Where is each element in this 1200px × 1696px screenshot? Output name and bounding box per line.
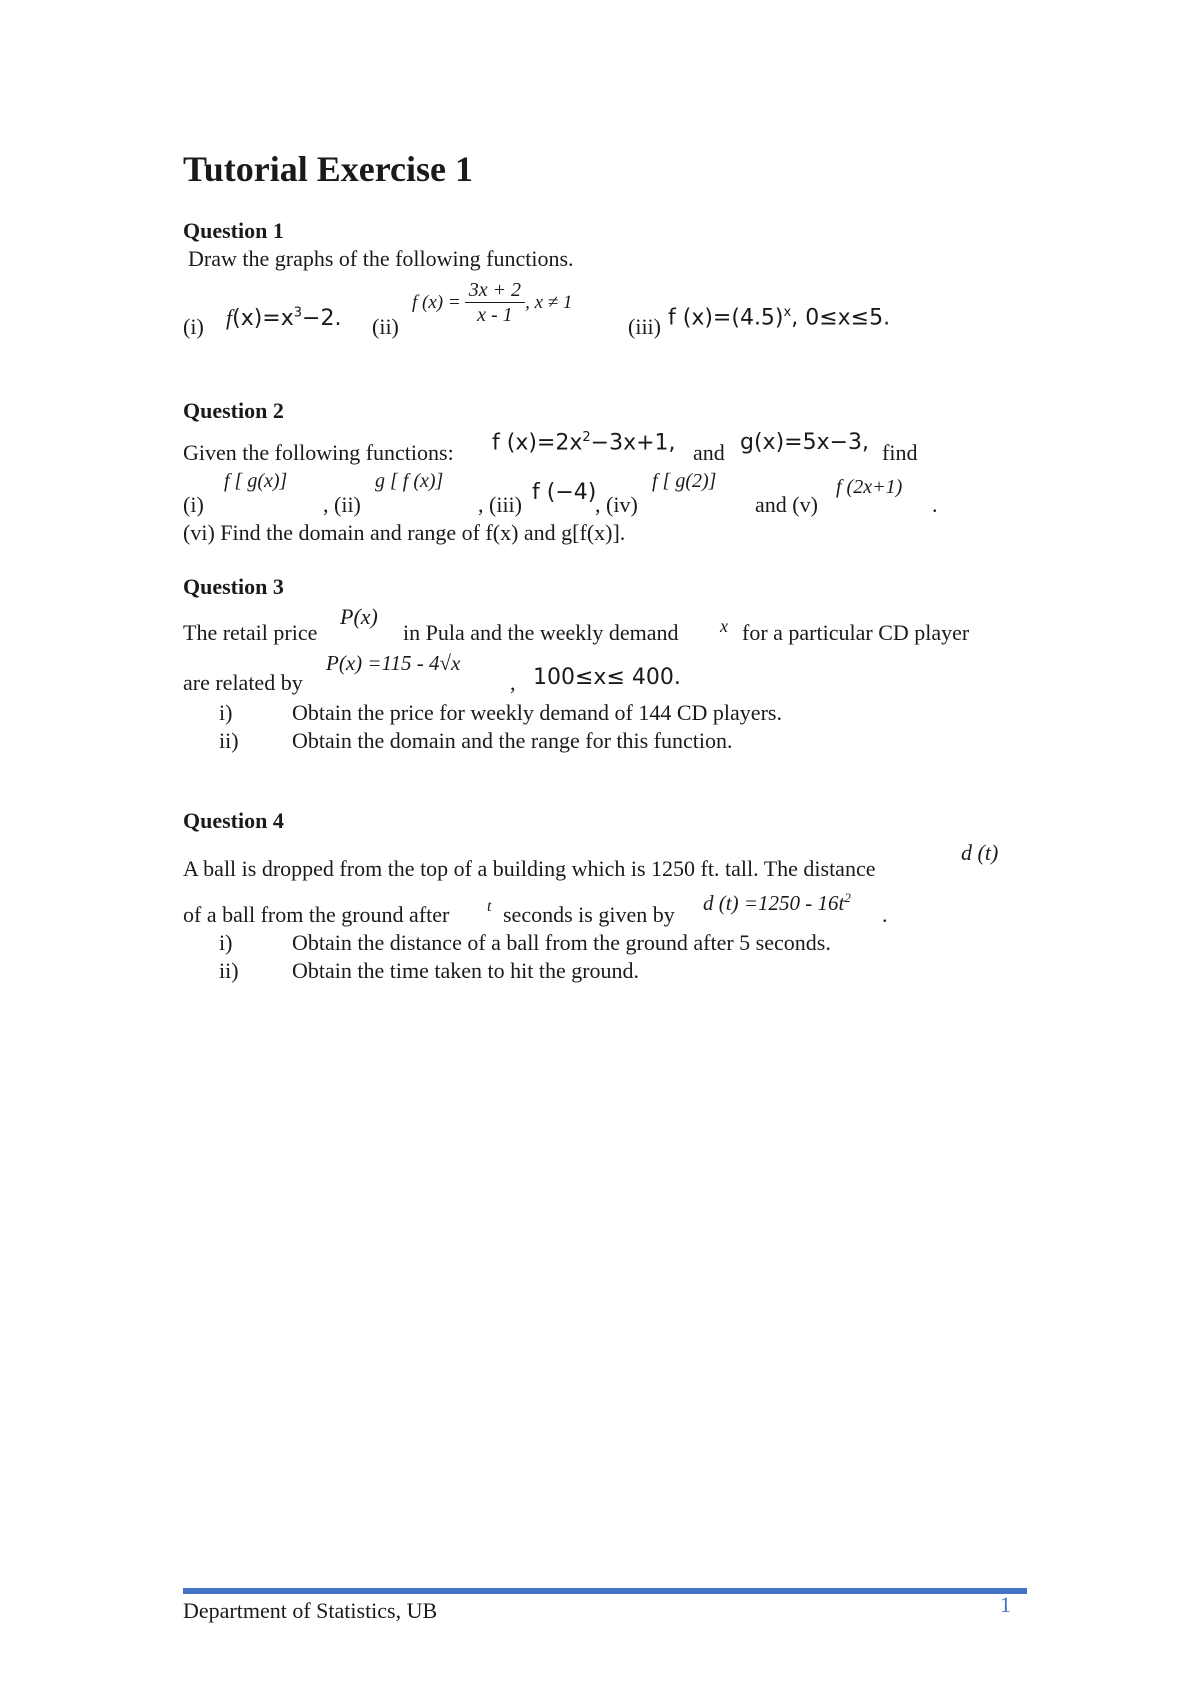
q4-item-ii-text: Obtain the time taken to hit the ground. [292,958,640,983]
q3-price-symbol: P(x) [340,604,378,629]
page-title: Tutorial Exercise 1 [183,149,473,189]
q2-and-text: and [693,440,725,465]
q2-function-g: g(x)=5x−3, [740,430,870,455]
q1-part-i-label: (i) [183,314,204,339]
question-4-heading: Question 4 [183,808,284,833]
q2-function-f: f $(x)=2x^2-3x+1$, [492,430,676,456]
question-1-heading: Question 1 [183,218,284,243]
q3-equation: P(x) =115 - 4√x [326,651,461,675]
q2-part-v-expression: f (2x+1) [836,476,903,498]
q4-line1: A ball is dropped from the top of a building which is 1250 ft. tall. The distance [183,856,876,881]
q4-item-ii-num: ii) [219,958,239,983]
q3-domain-range: 100≤x≤ 400. [533,665,681,690]
q3-item-ii-num: ii) [219,728,239,753]
q2-part-i-label: (i) [183,492,204,517]
q3-line2-a: are related by [183,670,303,695]
q3-item-i-text: Obtain the price for weekly demand of 144 CD players. [292,700,782,725]
q4-distance-symbol: d (t) [961,840,999,865]
question-3-heading: Question 3 [183,574,284,599]
page-number: 1 [1000,1592,1011,1617]
q4-item-i-text: Obtain the distance of a ball from the ground after 5 seconds. [292,930,831,955]
q4-equation: d $(t) =1250 - 16t^2$ [703,890,851,915]
q2-part-iv-label: , (iv) [595,492,638,517]
q1-part-iii-label: (iii) [628,314,661,339]
q2-part-iii-label: , (iii) [478,492,522,517]
q1-part-iii-expression: f $(x)=(4.5)^x$, 0≤x≤5. [668,305,891,331]
q2-part-iii-expression: f (−4) [532,480,597,505]
q4-end-period: . [882,902,888,927]
q3-x-symbol: x [720,616,728,636]
q2-part-iv-expression: f [ g(2)] [652,470,717,492]
q2-given-text: Given the following functions: [183,440,454,465]
q2-part-v-label: and (v) [755,492,818,517]
q2-part-vi: (vi) Find the domain and range of f(x) and g[f(x)]. [183,520,626,545]
q1-part-i-expression: $f(x)=x^3-2$. [226,305,342,331]
q3-line1-c: for a particular CD player [742,620,970,645]
footer-department: Department of Statistics, UB [183,1598,438,1623]
footer-divider [183,1588,1027,1594]
q4-item-i-num: i) [219,930,233,955]
q4-line2-a: of a ball from the ground after [183,902,450,927]
q2-find-text: find [882,440,918,465]
q3-line1-a: The retail price [183,620,318,645]
question-2-heading: Question 2 [183,398,284,423]
question-1-intro: Draw the graphs of the following functions. [188,246,574,271]
q4-line2-b: seconds is given by [503,902,675,927]
q2-part-i-expression: f [ g(x)] [224,470,288,492]
q4-t-symbol: t [487,898,492,915]
q3-comma: , [510,670,516,695]
q3-item-i-num: i) [219,700,233,725]
q3-item-ii-text: Obtain the domain and the range for this function. [292,728,733,753]
q1-part-ii-label: (ii) [372,314,399,339]
q3-line1-b: in Pula and the weekly demand [403,620,679,645]
q2-part-ii-label: , (ii) [323,492,361,517]
q2-part-ii-expression: g [ f (x)] [375,470,444,492]
q1-part-ii-expression: f (x) = $\frac{3x + 2}{x - 1}$ , x ≠ 1 [412,279,573,326]
q2-end-period: . [932,492,938,517]
